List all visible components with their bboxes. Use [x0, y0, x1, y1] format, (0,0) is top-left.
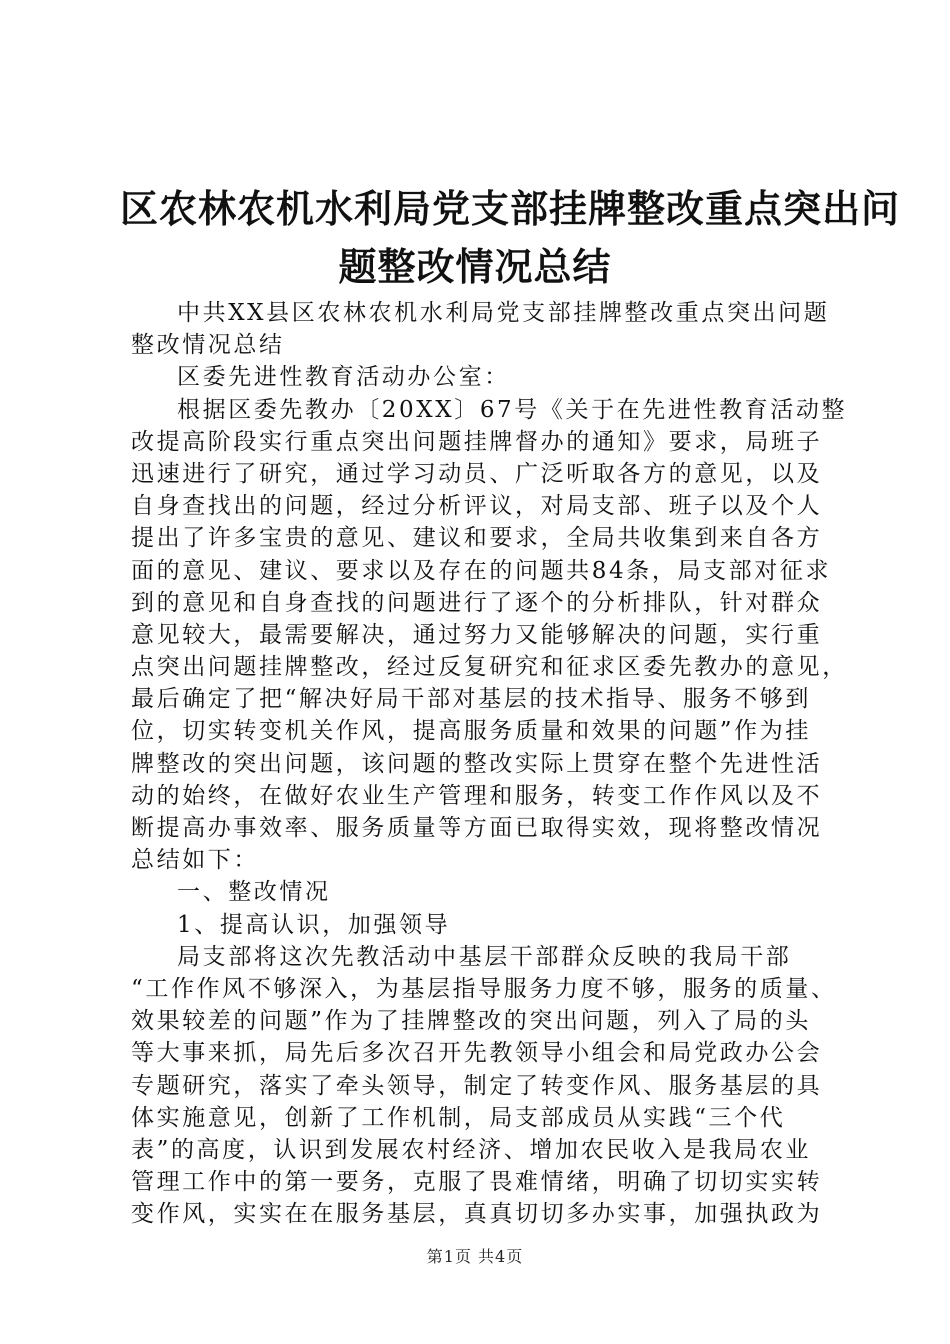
document-body [131, 297, 848, 1230]
body-line: 改提高阶段实行重点突出问题挂牌督办的通知》要求，局班子 [131, 428, 823, 455]
body-line: 效果较差的问题”作为了挂牌整改的突出问题，列入了局的头 [131, 1008, 811, 1035]
section-heading: 一、整改情况 [177, 879, 331, 906]
body-line: 最后确定了把“解决好局干部对基层的技术指导、服务不够到 [131, 686, 811, 713]
body-line: 位，切实转变机关作风，提高服务质量和效果的问题”作为挂 [131, 718, 811, 745]
document-title-line-1: 区农林农机水利局党支部挂牌整改重点突出问 [120, 186, 901, 231]
body-line: 根据区委先教办〔20XX〕67号《关于在先进性教育活动整 [177, 396, 848, 423]
document-title-line-2: 题整改情况总结 [338, 244, 612, 289]
body-line: 变作风，实实在在服务基层，真真切切多办实事，加强执政为 [131, 1201, 823, 1228]
body-line: 迅速进行了研究，通过学习动员、广泛听取各方的意见，以及 [131, 460, 823, 487]
body-line: 体实施意见，创新了工作机制，局支部成员从实践“三个代 [131, 1104, 786, 1131]
body-line: 提出了许多宝贵的意见、建议和要求，全局共收集到来自各方 [131, 525, 823, 552]
body-line: 中共XX县区农林农机水利局党支部挂牌整改重点突出问题 [177, 300, 830, 326]
body-line: 牌整改的突出问题，该问题的整改实际上贯穿在整个先进性活 [131, 750, 823, 777]
subsection-heading: 1、提高认识，加强领导 [177, 911, 451, 938]
body-line: “工作作风不够深入，为基层指导服务力度不够，服务的质量、 [131, 975, 837, 1002]
body-line: 局支部将这次先教活动中基层干部群众反映的我局干部 [177, 943, 792, 970]
body-line: 到的意见和自身查找的问题进行了逐个的分析排队，针对群众 [131, 589, 823, 616]
body-line: 管理工作中的第一要务，克服了畏难情绪，明确了切切实实转 [131, 1169, 823, 1196]
body-line: 表”的高度，认识到发展农村经济、增加农民收入是我局农业 [131, 1136, 811, 1163]
body-line: 等大事来抓，局先后多次召开先教领导小组会和局党政办公会 [131, 1040, 823, 1067]
body-line: 点突出问题挂牌整改，经过反复研究和征求区委先教办的意见， [131, 654, 848, 681]
body-line: 断提高办事效率、服务质量等方面已取得实效，现将整改情况 [131, 815, 823, 841]
body-line: 动的始终，在做好农业生产管理和服务，转变工作作风以及不 [131, 782, 823, 809]
body-line: 面的意见、建议、要求以及存在的问题共84条，局支部对征求 [131, 557, 832, 584]
body-line: 整改情况总结 [131, 332, 285, 359]
body-line: 区委先进性教育活动办公室： [177, 364, 510, 391]
page-footer: 第1页 共4页 [426, 1247, 524, 1266]
body-line: 专题研究，落实了牵头领导，制定了转变作风、服务基层的具 [131, 1072, 823, 1099]
body-line: 自身查找出的问题，经过分析评议，对局支部、班子以及个人 [131, 493, 823, 520]
body-line: 总结如下： [131, 847, 259, 874]
body-line: 意见较大，最需要解决，通过努力又能够解决的问题，实行重 [131, 621, 823, 648]
